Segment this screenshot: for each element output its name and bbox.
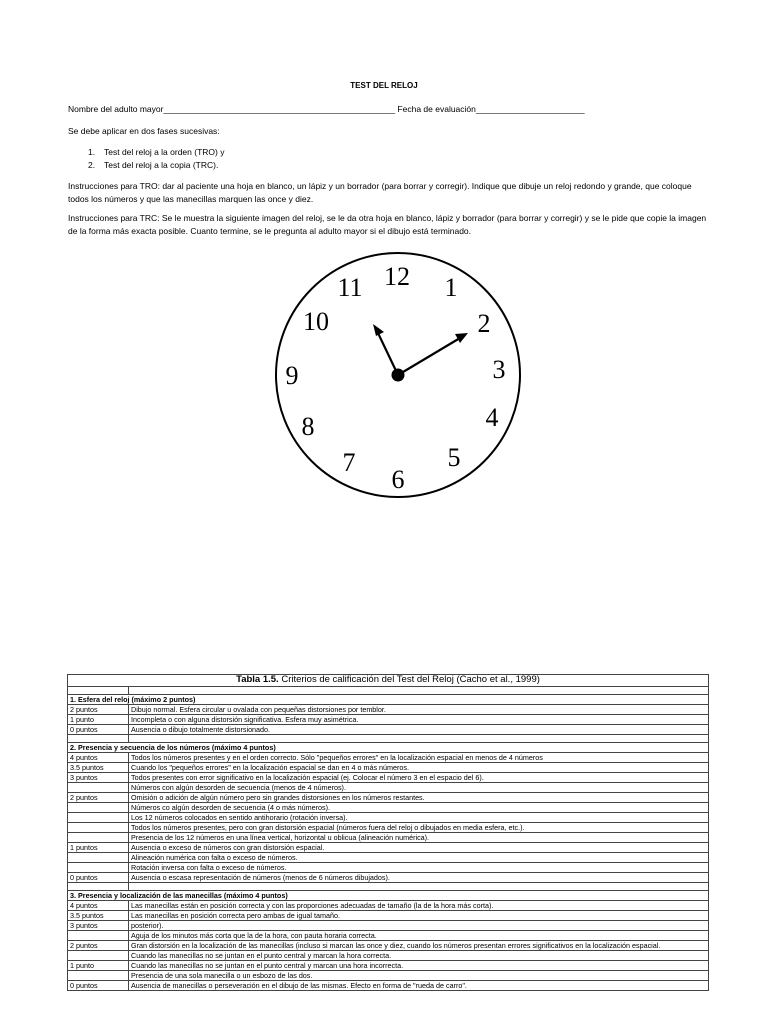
- points-cell: 0 puntos: [68, 725, 129, 735]
- criterion-cell: Ausencia o escasa representación de números (menos de 6 números dibujados).: [129, 873, 709, 883]
- points-cell: [68, 971, 129, 981]
- points-cell: 0 puntos: [68, 981, 129, 991]
- criterion-cell: Alineación numérica con falta o exceso de números.: [129, 853, 709, 863]
- points-cell: [68, 863, 129, 873]
- points-cell: [68, 823, 129, 833]
- table-row: [68, 873, 709, 883]
- table-row: [68, 931, 709, 941]
- clock-number: 9: [285, 361, 299, 390]
- points-cell: [68, 803, 129, 813]
- clock-number: 6: [391, 465, 405, 494]
- criteria-table: [67, 674, 709, 991]
- table-spacer-row: [68, 687, 709, 695]
- table-section-row: [68, 743, 709, 753]
- intro-text: Se debe aplicar en dos fases sucesivas:: [68, 126, 220, 136]
- points-cell: 2 puntos: [68, 793, 129, 803]
- table-spacer-row: [68, 735, 709, 743]
- criterion-cell: Rotación inversa con falta o exceso de números.: [129, 863, 709, 873]
- points-cell: [68, 833, 129, 843]
- table-cell: [68, 687, 129, 695]
- table-row: [68, 803, 709, 813]
- table-caption: Tabla 1.5. Criterios de calificación del Test del Reloj (Cacho et al., 1999): [68, 675, 709, 687]
- clock-number: 3: [492, 355, 506, 384]
- section-heading: 3. Presencia y localización de las manecillas (máximo 4 puntos): [68, 891, 709, 901]
- table-section-row: [68, 695, 709, 705]
- table-row: [68, 843, 709, 853]
- criterion-cell: Las manecillas están en posición correcta y con las proporciones adecuadas de tamaño (la de la hora más corta).: [129, 901, 709, 911]
- criterion-cell: Ausencia o dibujo totalmente distorsionado.: [129, 725, 709, 735]
- criterion-cell: Números con algún desorden de secuencia (menos de 4 números).: [129, 783, 709, 793]
- table-row: [68, 981, 709, 991]
- criterion-cell: Los 12 números colocados en sentido antihorario (rotación inversa).: [129, 813, 709, 823]
- table-cell: [68, 883, 129, 891]
- table-row: [68, 793, 709, 803]
- table-row: [68, 961, 709, 971]
- points-cell: [68, 853, 129, 863]
- table-row: [68, 863, 709, 873]
- list-item: 1. Test del reloj a la orden (TRO) y: [88, 147, 225, 157]
- table-cell: [129, 687, 709, 695]
- clock-number: 2: [477, 309, 491, 338]
- phases-list: [88, 146, 224, 172]
- points-cell: 4 puntos: [68, 901, 129, 911]
- points-cell: 1 puntos: [68, 843, 129, 853]
- criterion-cell: Números co algún desorden de secuencia (4 o más números).: [129, 803, 709, 813]
- table-row: [68, 813, 709, 823]
- clock-number: 4: [485, 403, 499, 432]
- criterion-cell: Ausencia o exceso de números con gran distorsión espacial.: [129, 843, 709, 853]
- criterion-cell: Aguja de los minutos más corta que la de la hora, con pauta horaria correcta.: [129, 931, 709, 941]
- criterion-cell: Ausencia de manecillas o perseveración en el dibujo de las mismas. Efecto en forma de "rueda de carro".: [129, 981, 709, 991]
- points-cell: [68, 931, 129, 941]
- points-cell: 3 puntos: [68, 773, 129, 783]
- table-row: [68, 823, 709, 833]
- criterion-cell: Todos los números presentes, pero con gran distorsión espacial (números fuera del reloj o dibujados en media esfera, etc.).: [129, 823, 709, 833]
- table-row: [68, 763, 709, 773]
- points-cell: 1 punto: [68, 961, 129, 971]
- criterion-cell: Omisión o adición de algún número pero sin grandes distorsiones en los números restantes.: [129, 793, 709, 803]
- criterion-cell: Las manecillas en posición correcta pero ambas de igual tamaño.: [129, 911, 709, 921]
- table-row: [68, 833, 709, 843]
- points-cell: 2 puntos: [68, 941, 129, 951]
- criterion-cell: Cuando los "pequeños errores" en la localización espacial se dan en 4 o más números.: [129, 763, 709, 773]
- clock-center-pivot: [392, 369, 405, 382]
- table-cell: [129, 735, 709, 743]
- points-cell: 1 punto: [68, 715, 129, 725]
- points-cell: 4 puntos: [68, 753, 129, 763]
- document-title: TEST DEL RELOJ: [350, 81, 418, 90]
- clock-drawing: [268, 250, 528, 504]
- table-row: [68, 725, 709, 735]
- clock-number: 8: [301, 412, 315, 441]
- instructions-tro: Instrucciones para TRO: dar al paciente una hoja en blanco, un lápiz y un borrador (para borrar y corregir). Indique que dibuje un reloj redondo y grande, que coloque todos los números y que las manecillas marquen las once y diez.: [68, 181, 694, 204]
- table-row: [68, 941, 709, 951]
- clock-number: 12: [384, 262, 410, 291]
- criterion-cell: Presencia de los 12 números en una línea vertical, horizontal u oblicua (alineación numérica).: [129, 833, 709, 843]
- points-cell: 3.5 puntos: [68, 911, 129, 921]
- criterion-cell: Todos los números presentes y en el orden correcto. Sólo "pequeños errores" en la localización espacial en menos de 4 números: [129, 753, 709, 763]
- table-row: [68, 783, 709, 793]
- points-cell: [68, 783, 129, 793]
- table-row: [68, 971, 709, 981]
- table-row: [68, 901, 709, 911]
- table-section-row: [68, 891, 709, 901]
- table-row: [68, 705, 709, 715]
- points-cell: [68, 813, 129, 823]
- table-cell: [129, 883, 709, 891]
- clock-number: 7: [342, 448, 356, 477]
- points-cell: 3.5 puntos: [68, 763, 129, 773]
- points-cell: 2 puntos: [68, 705, 129, 715]
- section-heading: 1. Esfera del reloj (máximo 2 puntos): [68, 695, 709, 705]
- table-row: [68, 921, 709, 931]
- criterion-cell: Presencia de una sola manecilla o un esbozo de las dos.: [129, 971, 709, 981]
- table-row: [68, 853, 709, 863]
- clock-number: 10: [303, 307, 329, 336]
- criterion-cell: Todos presentes con error significativo en la localización espacial (ej. Colocar el número 3 en el espacio del 6).: [129, 773, 709, 783]
- clock-number: 1: [444, 273, 458, 302]
- criterion-cell: posterior).: [129, 921, 709, 931]
- criterion-cell: Dibujo normal. Esfera circular u ovalada con pequeñas distorsiones por temblor.: [129, 705, 709, 715]
- criterion-cell: Gran distorsión en la localización de las manecillas (incluso si marcan las once y diez, cuando los números presentan errores significativos en la localización espacial.: [129, 941, 709, 951]
- criterion-cell: Cuando las manecillas no se juntan en el punto central y marcan la hora correcta.: [129, 951, 709, 961]
- table-row: [68, 753, 709, 763]
- points-cell: [68, 951, 129, 961]
- criterion-cell: Incompleta o con alguna distorsión significativa. Esfera muy asimétrica.: [129, 715, 709, 725]
- table-cell: [68, 735, 129, 743]
- table-row: [68, 773, 709, 783]
- table-row: [68, 911, 709, 921]
- criterion-cell: Cuando las manecillas no se juntan en el punto central y marcan una hora incorrecta.: [129, 961, 709, 971]
- clock-number: 5: [447, 443, 461, 472]
- clock-number: 11: [337, 273, 363, 302]
- section-heading: 2. Presencia y secuencia de los números (máximo 4 puntos): [68, 743, 709, 753]
- table-caption-row: [68, 675, 709, 687]
- table-row: [68, 715, 709, 725]
- name-date-line: Nombre del adulto mayor_________________________________________________ Fecha de evaluación_______________________: [68, 104, 585, 114]
- table-spacer-row: [68, 883, 709, 891]
- table-row: [68, 951, 709, 961]
- points-cell: 0 puntos: [68, 873, 129, 883]
- list-item: 2. Test del reloj a la copia (TRC).: [88, 160, 219, 170]
- instructions-trc: Instrucciones para TRC: Se le muestra la siguiente imagen del reloj, se le da otra hoja en blanco, lápiz y borrador (para borrar y corregir) y se le pide que copie la imagen de la forma más exacta posible. Cuanto termine, se le pregunta al adulto mayor si el dibujo está terminado.: [68, 213, 709, 236]
- points-cell: 3 puntos: [68, 921, 129, 931]
